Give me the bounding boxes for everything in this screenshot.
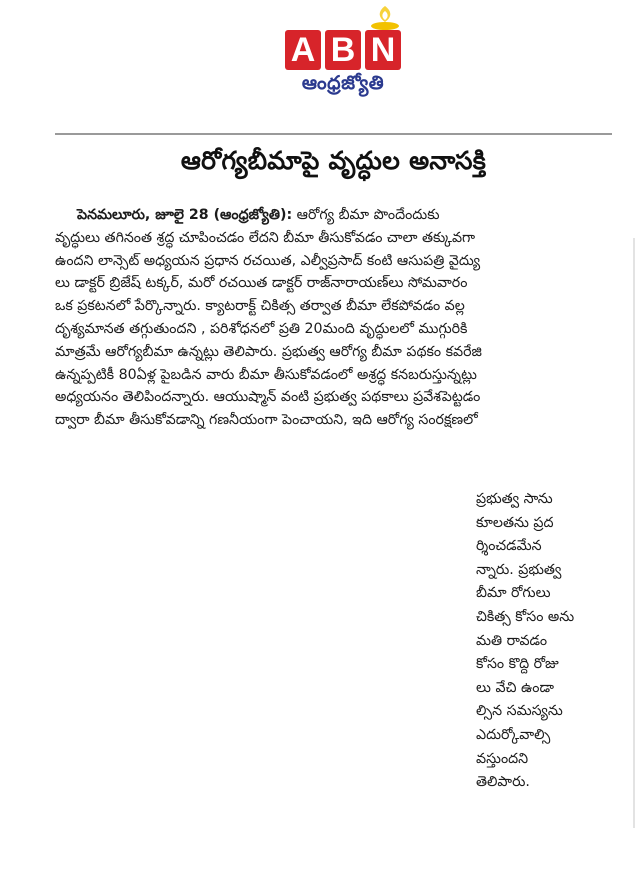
- article-line: ఉన్నప్పటికీ 80ఏళ్ల పైబడిన వారు బీమా తీసుకోవడంలో అశ్రద్ధ కనబరుస్తున్నట్లు: [55, 366, 477, 383]
- column-line: చికిత్స కోసం అను: [476, 608, 575, 625]
- article-line: వృద్ధులు తగినంత శ్రద్ధ చూపించడం లేదని బీమా తీసుకోవడం చాలా తక్కువగా: [55, 229, 476, 246]
- column-line: న్నారు. ప్రభుత్వ: [476, 561, 562, 578]
- column-line: ఎదుర్కోవాల్సి: [476, 726, 551, 743]
- article-body: [55, 204, 610, 432]
- page-edge-divider: [633, 238, 635, 828]
- article-line: లు డాక్టర్ బ్రిజేష్ టక్కర్, మరో రచయిత డాక్టర్ రాజ్‌నారాయణ్‌లు సోమవారం: [55, 275, 468, 292]
- article-continuation-column: [476, 488, 611, 795]
- column-line: బీమా రోగులు: [476, 585, 551, 602]
- column-line: ప్రభుత్వ సాను: [476, 491, 553, 507]
- header-divider: [55, 133, 612, 135]
- brand-letter-a: A: [285, 30, 321, 70]
- column-line: ర్శించడమేన: [476, 538, 542, 555]
- article-line-text: ఆరోగ్య బీమా పొందేందుకు: [292, 207, 440, 223]
- brand-logo: [285, 30, 401, 72]
- column-line: తెలిపారు.: [476, 774, 530, 791]
- article-line: అధ్యయనం తెలిపిందన్నారు. ఆయుష్మాన్ వంటి ప్రభుత్వ పథకాలు ప్రవేశపెట్టడం: [55, 389, 481, 406]
- masthead: [0, 0, 639, 110]
- article-line: ద్వారా బీమా తీసుకోవడాన్ని గణనీయంగా పెంచాయని, ఇది ఆరోగ్య సంరక్షణలో: [55, 412, 478, 429]
- article-line: ఉందని లాన్సెట్ అధ్యయన ప్రధాన రచయిత, ఎల్వీప్రసాద్ కంటి ఆసుపత్రి వైద్యు: [55, 252, 481, 269]
- column-line: ల్సిన సమస్యను: [476, 703, 563, 720]
- article-line: ఒక ప్రకటనలో పేర్కొన్నారు. క్యాటరాక్ట్ చికిత్స తర్వాత బీమా లేకపోవడం వల్ల: [55, 298, 465, 315]
- column-line: మతి రావడం: [476, 632, 548, 649]
- column-line: లు వేచి ఉండా: [476, 679, 554, 696]
- brand-letter-n: N: [365, 30, 401, 70]
- column-line: వస్తుందని: [476, 750, 529, 767]
- flame-icon: [365, 4, 405, 32]
- brand-letter-b: B: [325, 30, 361, 70]
- article-headline: ఆరోగ్యబీమాపై వృద్ధుల అనాసక్తి: [180, 146, 487, 175]
- brand-subtitle: ఆంధ్రజ్యోతి: [301, 72, 385, 94]
- column-line: కూలతను ప్రద: [476, 514, 554, 531]
- article-line: మాత్రమే ఆరోగ్యబీమా ఉన్నట్లు తెలిపారు. ప్రభుత్వ ఆరోగ్య బీమా పథకం కవరేజి: [55, 343, 482, 360]
- article-dateline: పెనమలూరు, జూలై 28 (ఆంధ్రజ్యోతి):: [77, 207, 293, 223]
- article-line: దృశ్యమానత తగ్గుతుందని , పరిశోధనలో ప్రతి 20మంది వృద్ధులలో ముగ్గురికి: [55, 320, 468, 337]
- article-line: [55, 204, 610, 227]
- column-line: కోసం కొద్ది రోజు: [476, 656, 559, 673]
